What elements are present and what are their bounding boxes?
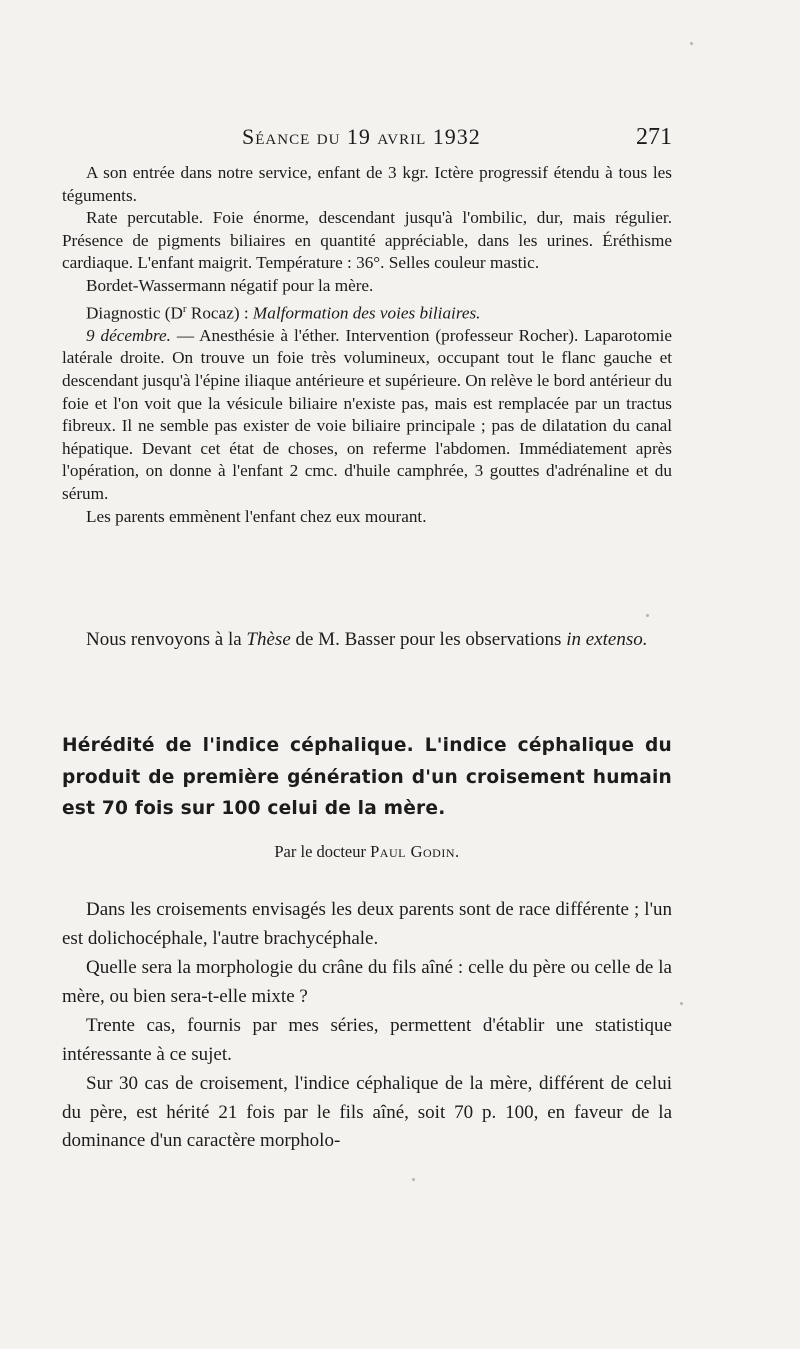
operation-date: 9 décembre. [86, 325, 171, 345]
doctor-superscript: r [182, 302, 187, 315]
running-title: Séance du 19 avril 1932 [242, 124, 481, 149]
byline-prefix: Par le docteur [274, 842, 371, 861]
paper-speck [646, 614, 649, 617]
article-body [62, 896, 672, 1156]
thesis-note [62, 626, 672, 653]
diagnosis-prefix: Diagnostic (D [86, 303, 183, 323]
diagnosis-text: Malformation des voies biliaires. [252, 303, 481, 323]
article-byline [62, 842, 672, 862]
paper-speck [412, 1178, 415, 1181]
diagnosis-middle: Rocaz) : [186, 303, 253, 323]
article-title-text: Hérédité de l'indice céphalique. L'indice céphalique du produit de première génération d'un croisement humain est 70 fois sur 100 celui de la mère. [62, 735, 672, 819]
case-paragraph: Les parents emmènent l'enfant chez eux mourant. [86, 506, 427, 526]
note-thesis: Thèse [246, 629, 291, 650]
article-title [62, 730, 672, 825]
body-paragraph: Quelle sera la morphologie du crâne du fils aîné : celle du père ou celle de la mère, ou bien sera-t-elle mixte ? [62, 957, 672, 1007]
case-report [62, 162, 672, 528]
operation-text: — Anesthésie à l'éther. Intervention (professeur Rocher). Laparotomie latérale droite. On trouve un foie très volumineux, occupant tout le flanc gauche et descendant jusqu'à l'épine iliaque antérieure et supérieure. On relève le bord antérieur du foie et l'on voit que la vésicule biliaire n'existe pas, mais est remplacée par un tractus fibreux. Il ne semble pas exister de voie biliaire principale ; pas de dilatation du canal hépatique. Devant cet état de choses, on referme l'abdomen. Immédiatement après l'opération, on donne à l'enfant 2 cmc. d'huile camphrée, 3 gouttes d'adrénaline et du sérum. [62, 325, 672, 504]
case-paragraph: A son entrée dans notre service, enfant de 3 kgr. Ictère progressif étendu à tous les téguments. [62, 163, 672, 205]
operation-paragraph [62, 325, 672, 506]
body-paragraph: Dans les croisements envisagés les deux parents sont de race différente ; l'un est dolichocéphale, l'autre brachycéphale. [62, 899, 672, 949]
paper-speck [680, 1002, 683, 1005]
body-paragraph: Sur 30 cas de croisement, l'indice céphalique de la mère, différent de celui du père, est hérité 21 fois par le fils aîné, soit 70 p. 100, en faveur de la dominance d'un caractère morpholo- [62, 1073, 672, 1151]
page-number: 271 [636, 124, 672, 150]
case-paragraph: Bordet-Wassermann négatif pour la mère. [86, 275, 374, 295]
author-name: Paul Godin. [370, 842, 460, 861]
note-in-extenso: in extenso. [566, 629, 648, 650]
diagnosis-paragraph [62, 298, 672, 325]
page-header [62, 120, 672, 160]
note-middle: de M. Basser pour les observations [290, 629, 567, 650]
note-before: Nous renvoyons à la [86, 629, 247, 650]
case-paragraph: Rate percutable. Foie énorme, descendant jusqu'à l'ombilic, dur, mais régulier. Présence de pigments biliaires en quantité appréciable, dans les urines. Éréthisme cardiaque. L'enfant maigrit. Température : 36°. Selles couleur mastic. [62, 208, 672, 273]
paper-speck [690, 42, 693, 45]
body-paragraph: Trente cas, fournis par mes séries, permettent d'établir une statistique intéressante à ce sujet. [62, 1015, 672, 1065]
